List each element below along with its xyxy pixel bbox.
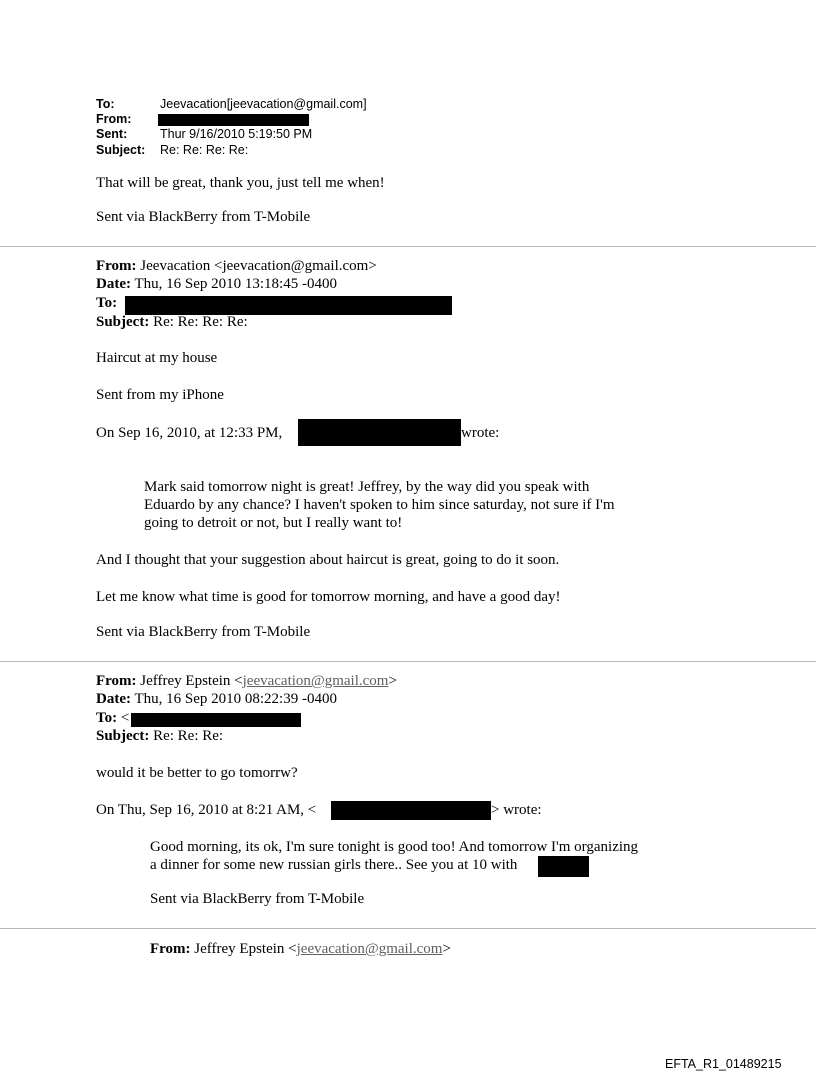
msg2-subject: Subject: Re: Re: Re: Re: — [96, 314, 248, 330]
subject-value: Re: Re: Re: Re: — [160, 143, 249, 157]
message-body: Haircut at my house — [96, 350, 218, 366]
email-link[interactable]: jeevacation@gmail.com — [296, 941, 443, 957]
quoted-line: Mark said tomorrow night is great! Jeffrey, by the way did you speak with — [144, 479, 590, 495]
redaction-block — [158, 114, 309, 126]
msg2-to-label: To: — [96, 295, 118, 311]
sent-label: Sent: — [96, 127, 128, 141]
message-body: would it be better to go tomorrw? — [96, 765, 298, 781]
from-label: From: — [96, 112, 132, 126]
signature: Sent from my iPhone — [96, 387, 224, 403]
email-link[interactable]: jeevacation@gmail.com — [242, 673, 389, 689]
message-paragraph: Let me know what time is good for tomorrow morning, and have a good day! — [96, 589, 561, 605]
redaction-block — [538, 856, 589, 877]
subject-label: Subject: — [96, 143, 146, 157]
divider — [0, 661, 816, 662]
redaction-block — [298, 419, 461, 446]
quoted-line: going to detroit or not, but I really want to! — [144, 515, 403, 531]
quote-intro-wrote: wrote: — [461, 425, 500, 441]
sent-value: Thur 9/16/2010 5:19:50 PM — [160, 127, 313, 141]
message-body: That will be great, thank you, just tell me when! — [96, 175, 385, 191]
to-label: To: — [96, 97, 115, 111]
quote-intro: On Thu, Sep 16, 2010 at 8:21 AM, < — [96, 802, 317, 818]
redaction-block — [131, 713, 301, 727]
document-id: EFTA_R1_01489215 — [665, 1057, 782, 1071]
signature: Sent via BlackBerry from T-Mobile — [96, 209, 311, 225]
quote-intro-wrote: > wrote: — [491, 802, 542, 818]
quote-intro: On Sep 16, 2010, at 12:33 PM, — [96, 425, 283, 441]
quoted-line: Eduardo by any chance? I haven't spoken to him since saturday, not sure if I'm — [144, 497, 615, 513]
signature: Sent via BlackBerry from T-Mobile — [96, 624, 311, 640]
msg3-date: Date: Thu, 16 Sep 2010 08:22:39 -0400 — [96, 691, 337, 707]
msg4-from: From: Jeffrey Epstein <jeevacation@gmail.com> — [150, 941, 451, 957]
signature: Sent via BlackBerry from T-Mobile — [150, 891, 365, 907]
redaction-block — [331, 801, 491, 820]
quoted-line: Good morning, its ok, I'm sure tonight is good too! And tomorrow I'm organizing — [150, 839, 639, 855]
quoted-line: a dinner for some new russian girls there.. See you at 10 with — [150, 857, 518, 873]
msg2-date: Date: Thu, 16 Sep 2010 13:18:45 -0400 — [96, 276, 337, 292]
msg2-from: From: Jeevacation <jeevacation@gmail.com> — [96, 258, 377, 274]
msg3-from: From: Jeffrey Epstein <jeevacation@gmail.com> — [96, 673, 397, 689]
message-paragraph: And I thought that your suggestion about haircut is great, going to do it soon. — [96, 552, 560, 568]
msg3-to: To: < — [96, 710, 130, 726]
divider — [0, 246, 816, 247]
divider — [0, 928, 816, 929]
to-value: Jeevacation[jeevacation@gmail.com] — [160, 97, 367, 111]
msg3-subject: Subject: Re: Re: Re: — [96, 728, 224, 744]
